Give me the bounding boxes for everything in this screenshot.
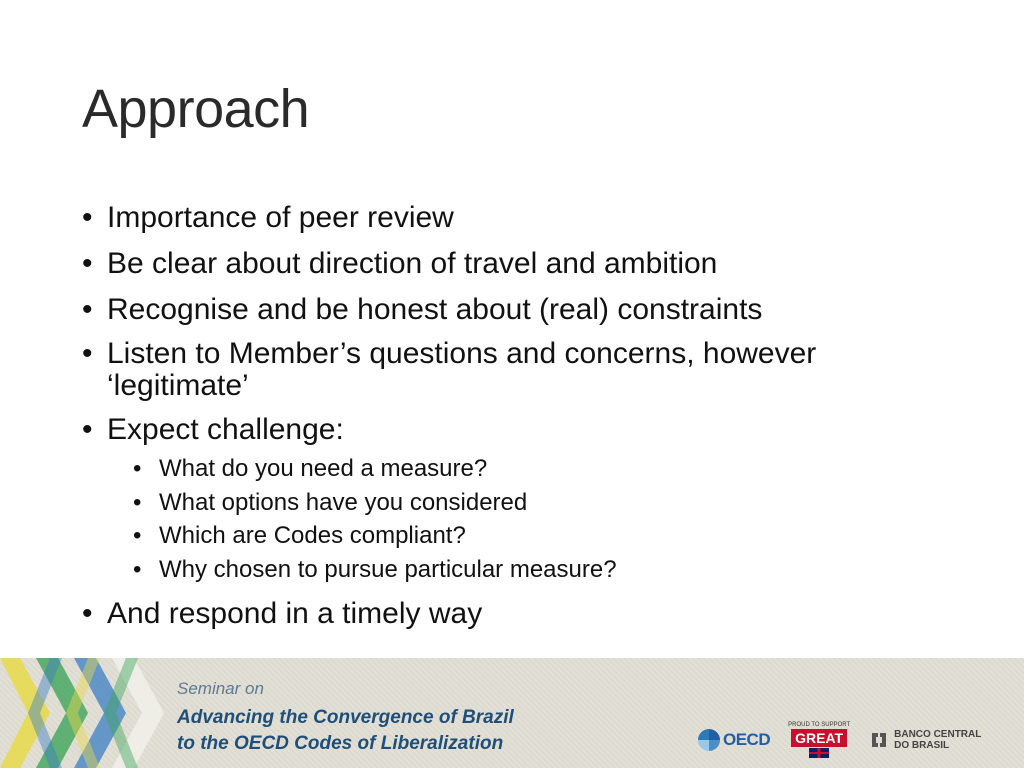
banco-line: BANCO CENTRAL — [894, 729, 982, 740]
slide-title: Approach — [82, 79, 310, 139]
sub-bullet-list — [107, 452, 942, 586]
seminar-title-line: to the OECD Codes of Liberalization — [177, 733, 504, 754]
seminar-label: Seminar on — [177, 679, 264, 698]
great-britain-logo — [788, 722, 850, 758]
footer-banner — [0, 658, 1024, 768]
oecd-logo — [698, 729, 770, 751]
sub-bullet-item: • Why chosen to pursue particular measure? — [133, 553, 942, 587]
seminar-title — [177, 705, 514, 757]
uk-flag-icon — [809, 748, 829, 758]
bullet-item: • Be clear about direction of travel and ambition — [82, 246, 942, 282]
oecd-globe-icon — [698, 729, 720, 751]
banco-central-logo — [868, 729, 981, 751]
banco-line: DO BRASIL — [894, 740, 950, 751]
sub-bullet-item: • What options have you considered — [133, 486, 942, 520]
sub-bullet-item: • Which are Codes compliant? — [133, 519, 942, 553]
decorative-ribbon-art — [0, 658, 165, 768]
sub-bullet-item: • What do you need a measure? — [133, 452, 942, 486]
oecd-logo-text: OECD — [723, 730, 771, 749]
banco-central-text — [894, 729, 981, 751]
bullet-item: • Importance of peer review — [82, 200, 942, 236]
seminar-title-line: Advancing the Convergence of Brazil — [177, 707, 514, 728]
bullet-list — [82, 200, 942, 642]
banco-central-emblem-icon — [868, 729, 890, 751]
bullet-item-label: Expect challenge: — [107, 413, 344, 446]
bullet-item: • And respond in a timely way — [82, 596, 942, 632]
bullet-item-with-subitems — [82, 412, 942, 586]
great-logo-text: GREAT — [791, 729, 847, 747]
great-tagline: PROUD TO SUPPORT — [788, 722, 851, 728]
bullet-item: • Recognise and be honest about (real) constraints — [82, 292, 942, 328]
bullet-item: • Listen to Member’s questions and concerns, however ‘legitimate’ — [82, 338, 942, 402]
sponsor-logos — [698, 720, 981, 760]
